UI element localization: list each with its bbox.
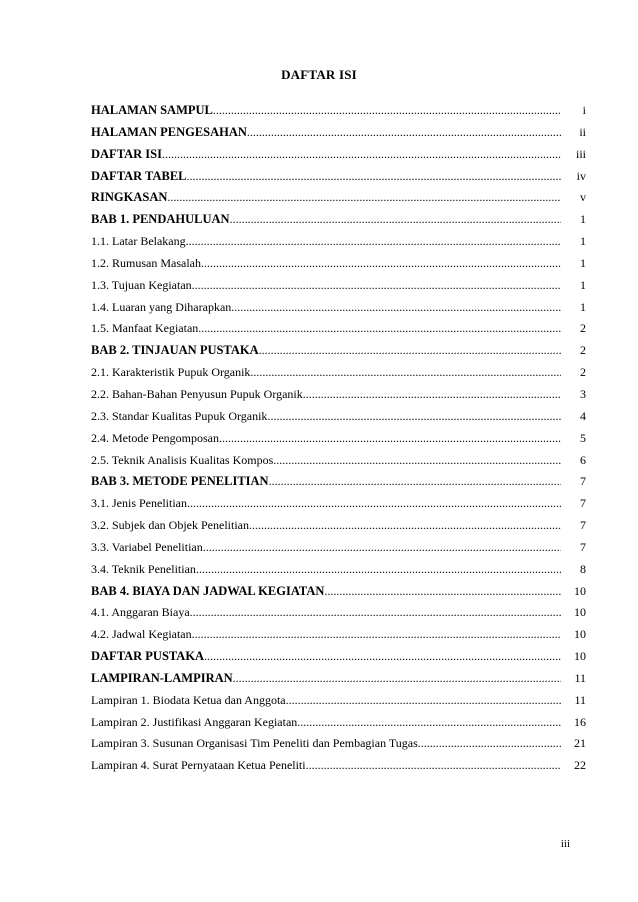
toc-entry-label: DAFTAR TABEL <box>91 168 187 183</box>
toc-page-number: 7 <box>580 474 586 489</box>
toc-entry-label: RINGKASAN <box>91 190 168 205</box>
toc-entry-label: 4.1. Anggaran Biaya <box>91 605 190 620</box>
toc-row <box>91 646 586 668</box>
toc-entry-label: 2.5. Teknik Analisis Kualitas Kompos <box>91 452 274 467</box>
toc-page-number: 16 <box>574 714 586 729</box>
toc-entry-label: 3.2. Subjek dan Objek Penelitian <box>91 518 249 533</box>
toc-row <box>91 602 586 624</box>
toc-row <box>91 297 586 319</box>
toc-page-number: 2 <box>580 365 586 380</box>
table-of-contents <box>91 100 586 777</box>
toc-entry <box>91 147 561 162</box>
toc-entry <box>91 169 561 184</box>
toc-entry-label: BAB 4. BIAYA DAN JADWAL KEGIATAN <box>91 583 325 598</box>
toc-page-number: 2 <box>580 321 586 336</box>
toc-row <box>91 668 586 690</box>
toc-row <box>91 166 586 188</box>
toc-entry <box>91 278 561 293</box>
toc-entry-label: BAB 3. METODE PENELITIAN <box>91 474 269 489</box>
toc-page-number: 7 <box>580 539 586 554</box>
toc-row <box>91 733 586 755</box>
toc-page-number: 8 <box>580 561 586 576</box>
toc-page-number: 1 <box>580 234 586 249</box>
toc-entry <box>91 540 561 555</box>
toc-page-number: ii <box>579 124 586 139</box>
toc-page-number: v <box>580 190 586 205</box>
toc-entry <box>91 584 561 599</box>
toc-entry <box>91 736 561 751</box>
toc-entry <box>91 343 561 358</box>
toc-entry <box>91 518 561 533</box>
toc-entry-label: DAFTAR ISI <box>91 146 162 161</box>
toc-entry <box>91 256 561 271</box>
toc-page-number: 21 <box>574 736 586 751</box>
toc-row <box>91 755 586 777</box>
toc-entry <box>91 627 561 642</box>
page-number: iii <box>560 838 570 850</box>
toc-row <box>91 515 586 537</box>
toc-entry <box>91 103 561 118</box>
toc-row <box>91 450 586 472</box>
toc-page-number: 1 <box>580 255 586 270</box>
toc-page-number: 7 <box>580 496 586 511</box>
toc-entry <box>91 300 561 315</box>
toc-entry-label: Lampiran 2. Justifikasi Anggaran Kegiatan <box>91 714 298 729</box>
toc-entry <box>91 409 561 424</box>
toc-row <box>91 406 586 428</box>
toc-page-number: 10 <box>574 649 586 664</box>
toc-entry-label: 3.3. Variabel Penelitian <box>91 539 203 554</box>
toc-page-number: 4 <box>580 408 586 423</box>
toc-entry-label: 2.4. Metode Pengomposan <box>91 430 219 445</box>
toc-row <box>91 493 586 515</box>
toc-page-number: 1 <box>580 277 586 292</box>
toc-entry-label: 3.1. Jenis Penelitian <box>91 496 187 511</box>
toc-entry-label: 2.1. Karakteristik Pupuk Organik <box>91 365 251 380</box>
toc-entry-label: HALAMAN PENGESAHAN <box>91 124 247 139</box>
toc-entry-label: Lampiran 4. Surat Pernyataan Ketua Peneliti <box>91 758 306 773</box>
toc-row <box>91 537 586 559</box>
toc-page-number: i <box>582 103 586 117</box>
toc-row <box>91 253 586 275</box>
toc-entry <box>91 234 561 249</box>
toc-page-number: 10 <box>574 605 586 620</box>
toc-entry <box>91 431 561 446</box>
toc-page-number: 2 <box>580 343 586 358</box>
toc-page-number: 3 <box>580 386 586 401</box>
toc-entry <box>91 387 561 402</box>
toc-entry <box>91 125 561 140</box>
toc-entry <box>91 453 561 468</box>
toc-row <box>91 209 586 231</box>
toc-entry <box>91 321 561 336</box>
toc-entry <box>91 562 561 577</box>
toc-entry-label: HALAMAN SAMPUL <box>91 103 213 117</box>
toc-page-number: 11 <box>574 692 586 707</box>
toc-entry-label: BAB 2. TINJAUAN PUSTAKA <box>91 343 259 358</box>
toc-row <box>91 100 586 122</box>
toc-row <box>91 690 586 712</box>
toc-entry <box>91 190 561 205</box>
toc-row <box>91 471 586 493</box>
toc-entry <box>91 758 561 773</box>
toc-row <box>91 122 586 144</box>
toc-row <box>91 559 586 581</box>
toc-entry-label: 1.4. Luaran yang Diharapkan <box>91 299 232 314</box>
toc-page-number: 6 <box>580 452 586 467</box>
toc-row <box>91 712 586 734</box>
toc-entry-label: 1.2. Rumusan Masalah <box>91 255 201 270</box>
toc-entry-label: DAFTAR PUSTAKA <box>91 649 205 664</box>
toc-page-number: 10 <box>574 627 586 642</box>
toc-entry-label: Lampiran 3. Susunan Organisasi Tim Peneliti dan Pembagian Tugas <box>91 736 418 751</box>
toc-entry-label: 2.2. Bahan-Bahan Penyusun Pupuk Organik <box>91 386 303 401</box>
toc-page-number: 1 <box>580 299 586 314</box>
toc-page-number: 5 <box>580 430 586 445</box>
toc-page-number: 7 <box>580 518 586 533</box>
toc-page-number: 1 <box>580 212 586 227</box>
toc-row <box>91 581 586 603</box>
toc-entry <box>91 605 561 620</box>
toc-row <box>91 318 586 340</box>
toc-entry <box>91 212 561 227</box>
toc-entry-label: 4.2. Jadwal Kegiatan <box>91 627 192 642</box>
toc-row <box>91 624 586 646</box>
toc-entry-label: 2.3. Standar Kualitas Pupuk Organik <box>91 408 268 423</box>
toc-page-number: iii <box>575 146 586 161</box>
toc-entry <box>91 693 561 708</box>
toc-entry-label: 1.5. Manfaat Kegiatan <box>91 321 199 336</box>
toc-row <box>91 384 586 406</box>
toc-entry <box>91 474 561 489</box>
toc-entry-label: Lampiran 1. Biodata Ketua dan Anggota <box>91 692 286 707</box>
toc-entry <box>91 365 561 380</box>
toc-row <box>91 144 586 166</box>
toc-entry-label: 1.1. Latar Belakang <box>91 234 186 249</box>
toc-page-number: 11 <box>574 670 586 685</box>
toc-row <box>91 275 586 297</box>
toc-page-number: 22 <box>574 758 586 773</box>
toc-entry-label: LAMPIRAN-LAMPIRAN <box>91 670 233 685</box>
toc-entry <box>91 671 561 686</box>
toc-entry-label: 1.3. Tujuan Kegiatan <box>91 277 192 292</box>
toc-row <box>91 187 586 209</box>
toc-entry-label: 3.4. Teknik Penelitian <box>91 561 196 576</box>
toc-entry <box>91 496 561 511</box>
toc-page-number: iv <box>576 168 586 183</box>
toc-row <box>91 362 586 384</box>
toc-page-number: 10 <box>574 583 586 598</box>
toc-entry <box>91 715 561 730</box>
toc-row <box>91 428 586 450</box>
toc-row <box>91 231 586 253</box>
toc-row <box>91 340 586 362</box>
page-title: DAFTAR ISI <box>281 67 357 82</box>
toc-entry-label: BAB 1. PENDAHULUAN <box>91 212 230 227</box>
toc-entry <box>91 649 561 664</box>
